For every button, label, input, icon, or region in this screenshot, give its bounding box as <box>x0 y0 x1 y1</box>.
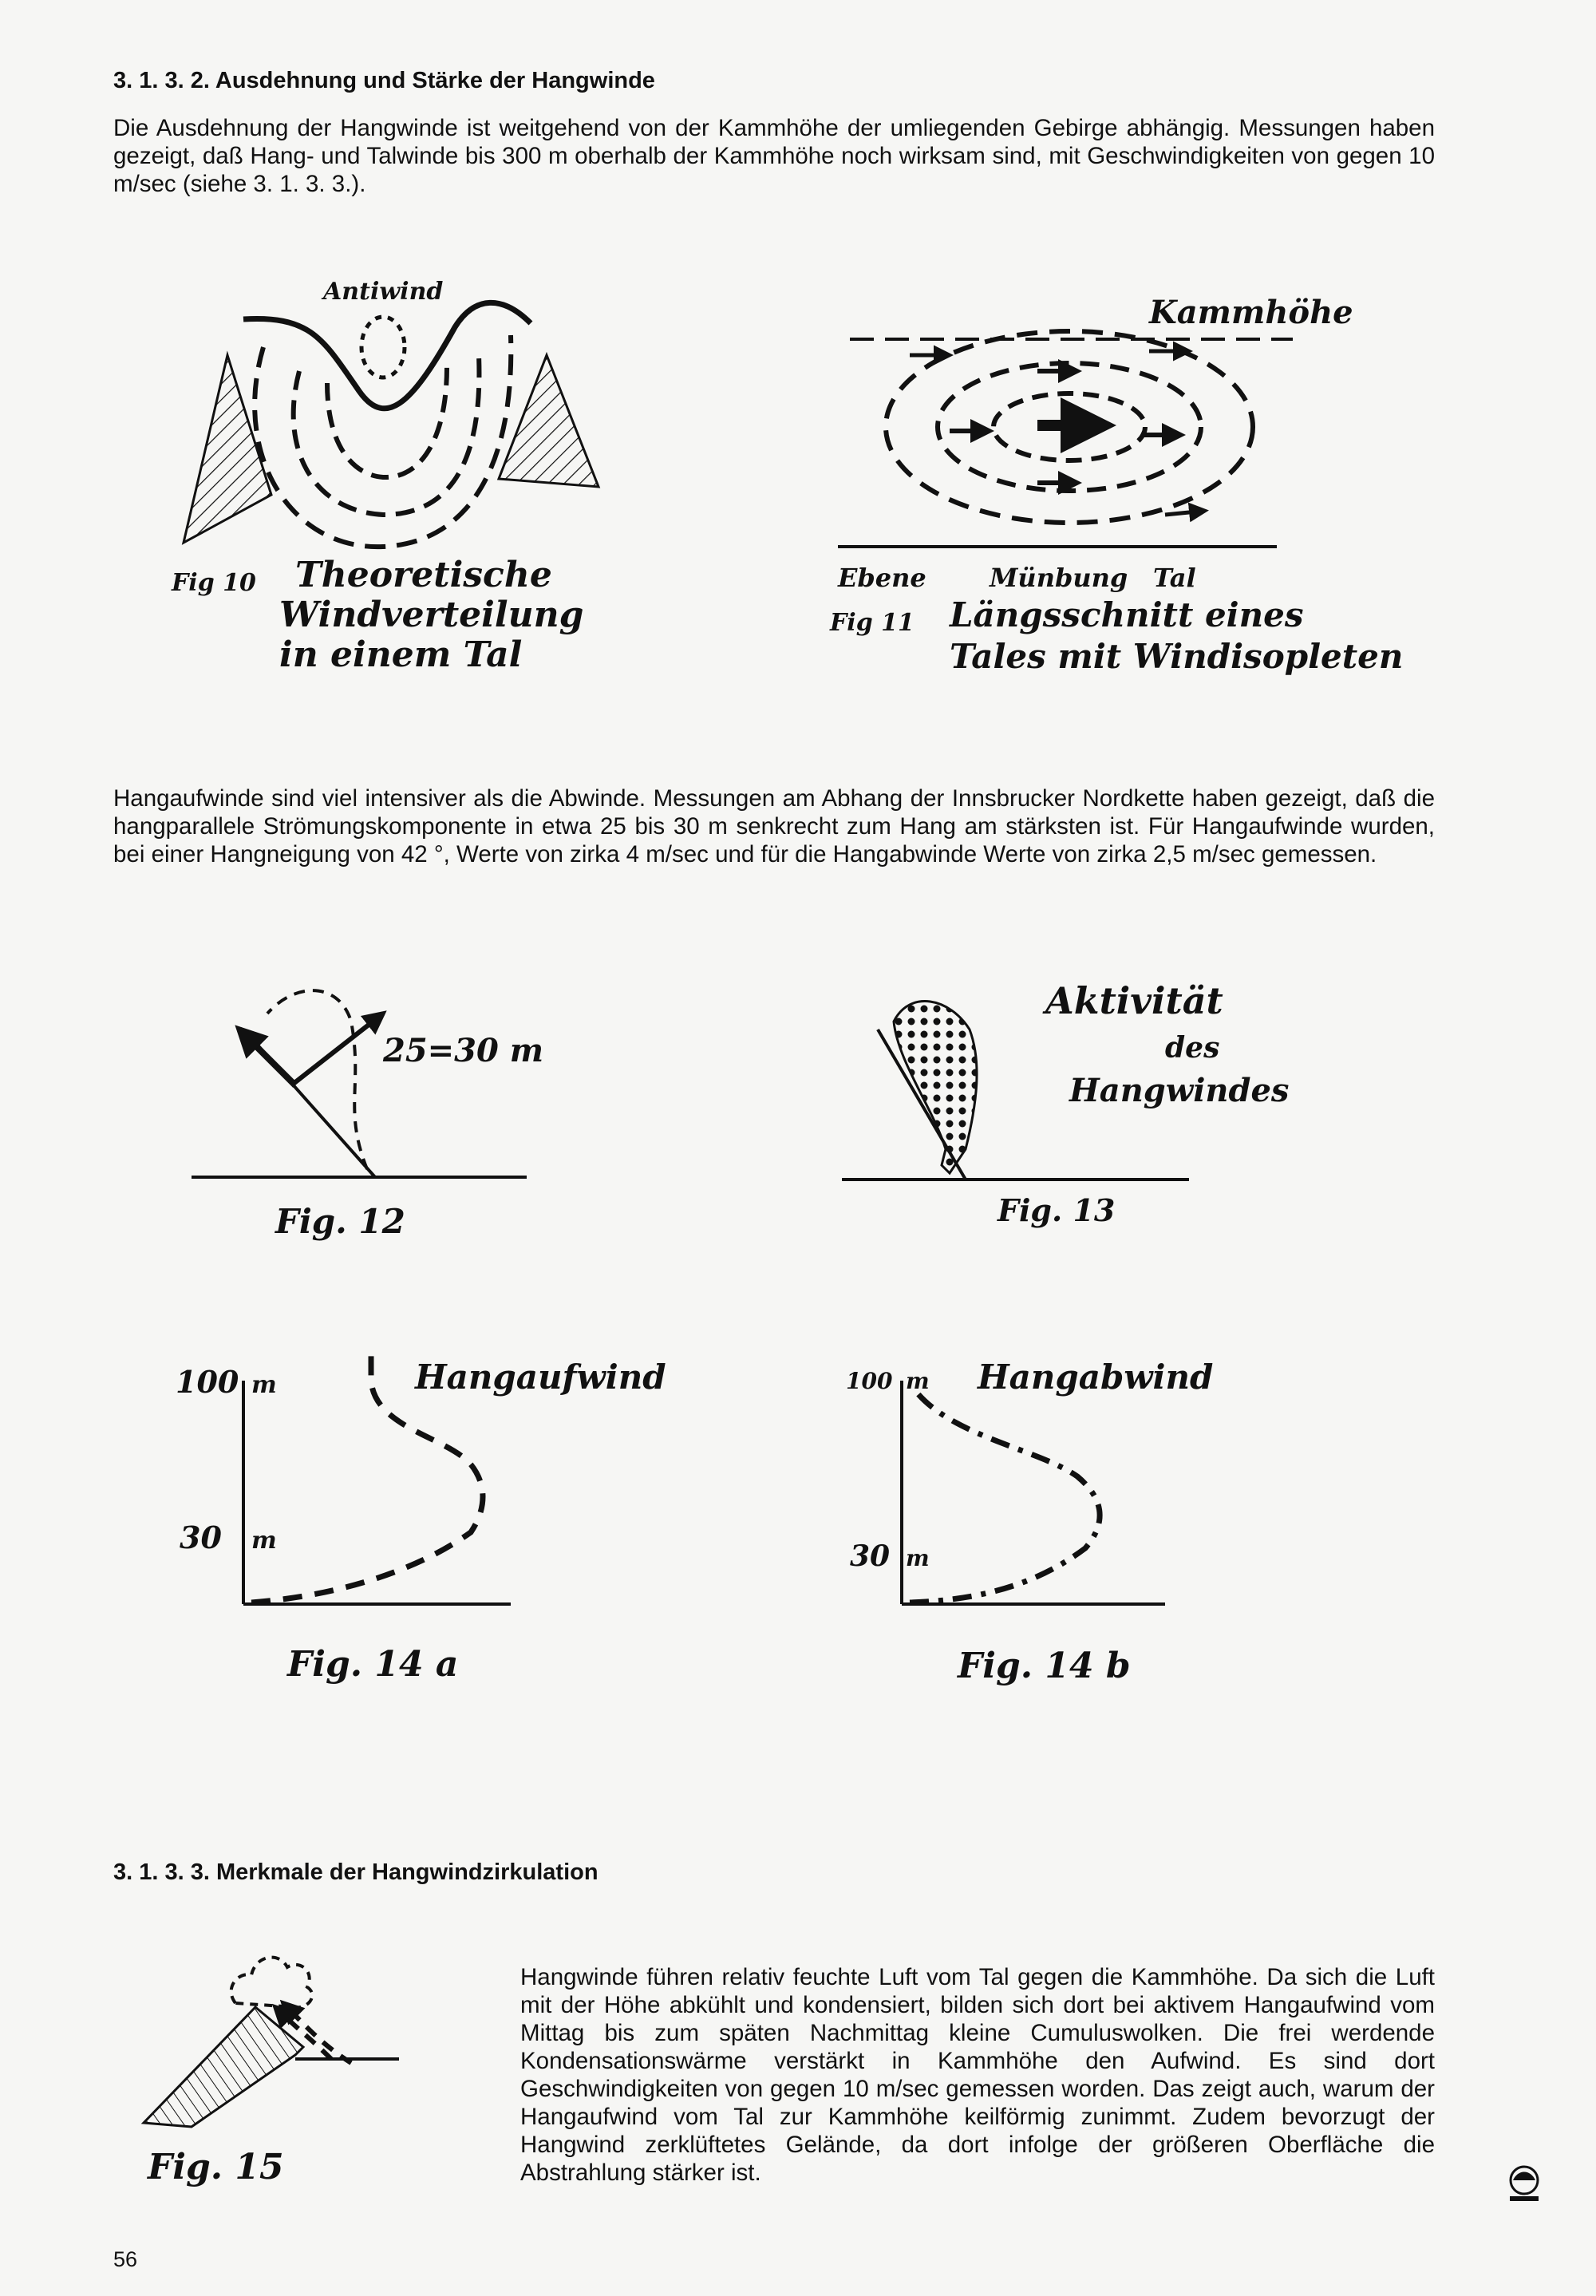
library-stamp-icon <box>1502 2161 1547 2206</box>
fig10-fig-label: Fig 10 <box>172 569 256 597</box>
paragraph-merkmale: Hangwinde führen relativ feuchte Luft vom Tal gegen die Kammhöhe. Da sich die Luft mit der Höhe abkühlt und kondensiert, bilden sich dort bei aktivem Hangaufwind vom Mittag bis zum späten Nachmittag kleine Cumuluswolken. Die frei werdende Kondensationswärme verstärkt in Kammhöhe den Aufwind. Es sind dort Geschwindigkeiten von gegen 10 m/sec gemessen worden. Das zeigt auch, warum der Hangaufwind vom Tal zur Kammhöhe keilförmig zunimmt. Zudem bevorzugt der Hangwind zerklüftetes Gelände, da dort infolge der größeren Oberfläche die Abstrahlung stärker ist. <box>520 1964 1435 2186</box>
paragraph-hangaufwinde: Hangaufwinde sind viel intensiver als die Abwinde. Messungen am Abhang der Innsbrucker Nordkette haben gezeigt, daß die hangparallele Strömungskomponente in etwa 25 bis 30 m senkrecht zum Hang am stärksten ist. Für Hangaufwinde wurden, bei einer Hangneigung von 42 °, Werte von zirka 4 m/sec und für die Hangabwinde Werte von zirka 2,5 m/sec gemessen. <box>113 785 1435 867</box>
fig13-activity-diagram <box>830 966 1325 1245</box>
fig14b-title: Hangabwind <box>978 1357 1214 1397</box>
fig11-fig-label: Fig 11 <box>830 609 915 637</box>
fig10-caption-line2: Windverteilung <box>279 595 584 635</box>
fig11-caption-line2: Tales mit Windisopleten <box>950 637 1404 676</box>
paragraph-ausdehnung: Die Ausdehnung der Hangwinde ist weitgehend von der Kammhöhe der umliegenden Gebirge abhängig. Messungen haben gezeigt, daß Hang- und Talwinde bis 300 m oberhalb der Kammhöhe noch wirksam sind, mit Geschwindigkeiten von gegen 10 m/sec (siehe 3. 1. 3. 3.). <box>113 115 1435 197</box>
fig12-dashed-profile <box>267 990 367 1169</box>
fig11-isopleth-diagram <box>830 283 1404 682</box>
fig11-label-ebene: Ebene <box>838 563 926 593</box>
fig14a-fig-label: Fig. 14 a <box>287 1644 459 1685</box>
fig15-fig-label: Fig. 15 <box>148 2147 284 2187</box>
fig14b-fig-label: Fig. 14 b <box>958 1646 1131 1686</box>
fig11-label-muendung: Münbung <box>990 563 1128 593</box>
fig14a-y-top-label: 100 <box>176 1364 239 1400</box>
fig15-cloud <box>231 1958 313 2008</box>
section-heading-merkmale: 3. 1. 3. 3. Merkmale der Hangwindzirkulation <box>113 1859 598 1885</box>
fig14b-y-top-label: 100 <box>846 1368 893 1394</box>
fig15-cumulus-diagram <box>136 1939 423 2203</box>
fig12-slope-wind-diagram <box>184 966 598 1245</box>
section-heading-ausdehnung: 3. 1. 3. 2. Ausdehnung und Stärke der Hangwinde <box>113 68 655 93</box>
fig13-caption-line3: Hangwindes <box>1069 1072 1290 1109</box>
fig10-label-antiwind: Antiwind <box>323 278 444 306</box>
fig11-arrow <box>1165 511 1205 515</box>
fig11-label-kammhoehe: Kammhöhe <box>1149 294 1353 331</box>
fig11-label-tal: Tal <box>1153 563 1196 593</box>
fig14b-y-mid-label: 30 <box>850 1539 891 1573</box>
fig10-ridge-line <box>243 302 531 408</box>
page-number: 56 <box>113 2247 138 2271</box>
fig10-right-slope <box>499 355 598 487</box>
fig10-wind-line-inner <box>327 367 447 477</box>
fig14a-title: Hangaufwind <box>415 1357 666 1397</box>
fig14b-y-mid-unit: m <box>906 1545 930 1571</box>
fig12-annotation: 25=30 m <box>383 1032 544 1069</box>
fig13-fig-label: Fig. 13 <box>998 1192 1116 1228</box>
fig14b-wind-profile <box>910 1389 1100 1602</box>
fig10-valley-wind-diagram <box>152 263 630 678</box>
fig13-activity-wedge <box>894 1002 977 1173</box>
fig10-antiwind-circle <box>361 317 405 377</box>
fig14a-profile-chart <box>176 1349 686 1700</box>
fig12-wind-arrow <box>239 1029 295 1085</box>
fig12-fig-label: Fig. 12 <box>275 1202 405 1241</box>
fig13-caption-line2: des <box>1165 1031 1220 1065</box>
fig10-wind-line-mid <box>294 355 480 515</box>
fig12-perpendicular <box>291 1014 383 1085</box>
fig14b-y-top-unit: m <box>906 1368 930 1394</box>
fig11-caption-line1: Längsschnitt eines <box>950 595 1304 634</box>
fig14b-profile-chart <box>846 1349 1357 1700</box>
fig14a-y-mid-unit: m <box>251 1527 277 1555</box>
fig14a-y-mid-label: 30 <box>180 1519 222 1555</box>
fig14a-y-top-unit: m <box>251 1371 277 1399</box>
fig10-caption-line3: in einem Tal <box>279 634 523 675</box>
fig10-caption-line1: Theoretische <box>295 555 552 595</box>
fig13-caption-line1: Aktivität <box>1045 979 1223 1022</box>
fig15-mountain <box>144 2007 303 2127</box>
